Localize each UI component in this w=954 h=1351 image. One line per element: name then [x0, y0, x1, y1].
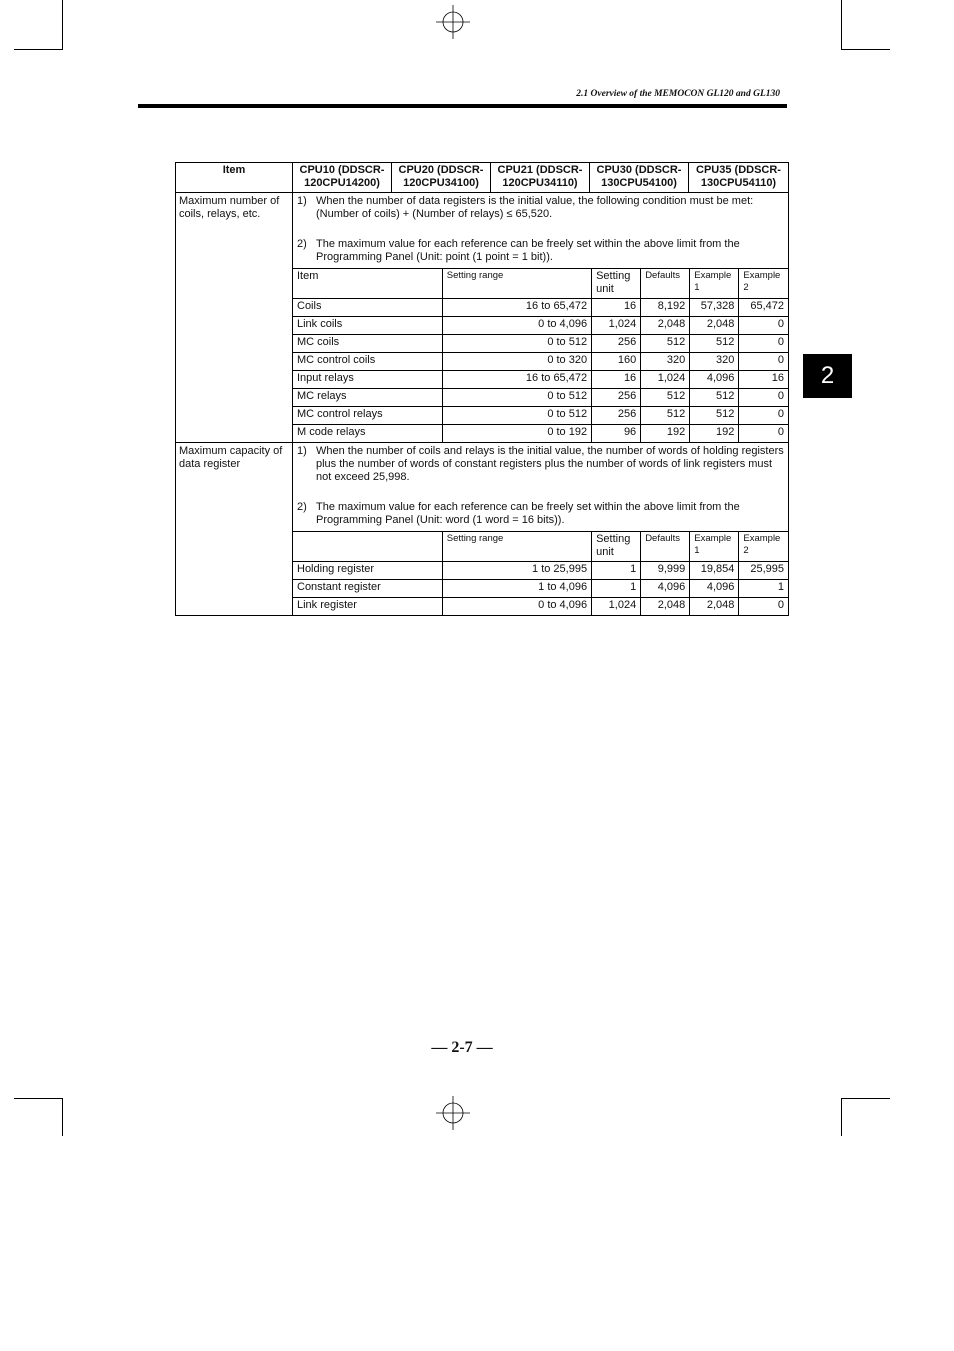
subtable-header: Example 1 — [690, 269, 739, 299]
subtable-header: Item — [293, 269, 442, 299]
table-row: MC coils 0 to 512 256 512 512 0 — [293, 335, 788, 353]
column-header: CPU10 (DDSCR- 120CPU14200) — [293, 163, 392, 193]
running-header: 2.1 Overview of the MEMOCON GL120 and GL130 — [576, 89, 780, 99]
column-header: CPU20 (DDSCR- 120CPU34100) — [392, 163, 491, 193]
table-row: Constant register 1 to 4,096 1 4,096 4,096 1 — [293, 580, 788, 598]
note-2: 2) The maximum value for each reference can be freely set within the above limit from the Programming Panel (Unit: point (1 point = 1 bit)). — [297, 238, 740, 263]
note-2: 2) The maximum value for each reference can be freely set within the above limit from the Programming Panel (Unit: word (1 word = 16 bits)). — [297, 501, 740, 526]
data-register-subtable — [293, 531, 788, 615]
row-description — [293, 443, 789, 616]
table-row: MC control coils 0 to 320 160 320 320 0 — [293, 353, 788, 371]
row-item-label: Maximum number of coils, relays, etc. — [176, 193, 293, 443]
table-row: Link register 0 to 4,096 1,024 2,048 2,048 0 — [293, 598, 788, 616]
chapter-tab: 2 — [803, 354, 852, 398]
table-row: Coils 16 to 65,472 16 8,192 57,328 65,472 — [293, 299, 788, 317]
page-number: — 2-7 — — [431, 1039, 493, 1056]
table-row-coils-relays — [176, 193, 789, 443]
subtable-header: Setting range — [442, 269, 591, 299]
column-header: CPU35 (DDSCR- 130CPU54110) — [689, 163, 789, 193]
table-row: Holding register 1 to 25,995 1 9,999 19,854 25,995 — [293, 562, 788, 580]
row-item-label: Maximum capacity of data register — [176, 443, 293, 616]
spec-table — [175, 162, 789, 616]
subtable-header: Setting unit — [592, 532, 641, 562]
table-row: MC relays 0 to 512 256 512 512 0 — [293, 389, 788, 407]
coils-relays-subtable — [293, 268, 788, 442]
subtable-header: Example 2 — [739, 532, 788, 562]
subtable-header-row — [293, 532, 788, 562]
subtable-header: Setting unit — [592, 269, 641, 299]
note-1: 1) When the number of data registers is the initial value, the following condition must be met: (Number of coils) + (Number of relays) ≤ 65,520. — [297, 195, 754, 220]
column-header: Item — [176, 163, 293, 193]
subtable-header — [293, 532, 442, 562]
subtable-header: Example 2 — [739, 269, 788, 299]
table-row-data-register — [176, 443, 789, 616]
subtable-header: Example 1 — [690, 532, 739, 562]
spec-table-header-row — [176, 163, 789, 193]
registration-mark-bottom-icon — [436, 1096, 470, 1130]
registration-mark-top-icon — [436, 5, 470, 39]
header-rule — [138, 104, 787, 108]
table-row: Input relays 16 to 65,472 16 1,024 4,096 16 — [293, 371, 788, 389]
column-header: CPU21 (DDSCR- 120CPU34110) — [491, 163, 590, 193]
subtable-header: Setting range — [442, 532, 591, 562]
table-row: MC control relays 0 to 512 256 512 512 0 — [293, 407, 788, 425]
column-header: CPU30 (DDSCR- 130CPU54100) — [590, 163, 689, 193]
note-1: 1) When the number of coils and relays is the initial value, the number of words of holding registers plus the number of words of constant registers plus the number of words of link registers must not exceed 25,998. — [297, 445, 784, 483]
table-row: M code relays 0 to 192 96 192 192 0 — [293, 425, 788, 443]
condition-formula: (Number of coils) + (Number of relays) ≤ 65,520. — [316, 208, 553, 220]
row-description — [293, 193, 789, 443]
subtable-header: Defaults — [641, 269, 690, 299]
table-row: Link coils 0 to 4,096 1,024 2,048 2,048 0 — [293, 317, 788, 335]
subtable-header: Defaults — [641, 532, 690, 562]
subtable-header-row — [293, 269, 788, 299]
